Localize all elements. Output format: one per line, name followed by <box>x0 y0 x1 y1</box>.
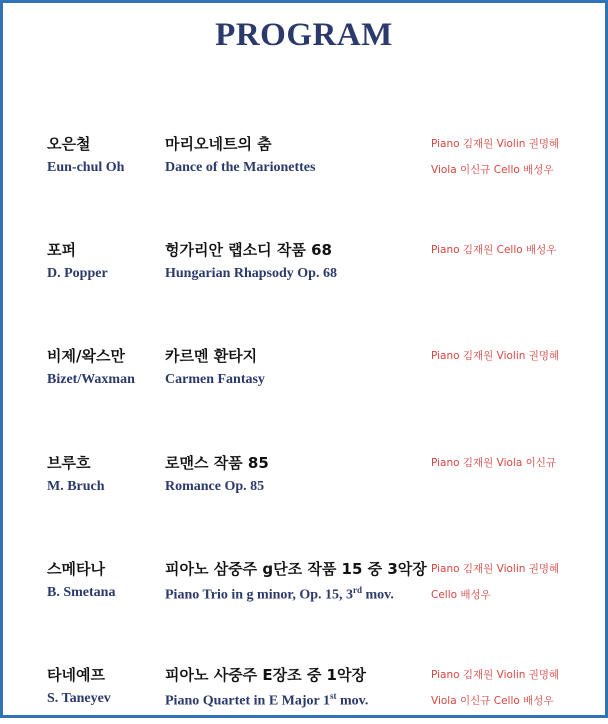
performers-line-1: Piano 김재원 Cello 배성우 <box>431 244 557 256</box>
piece-english <box>165 691 368 710</box>
piece-english-main: Piano Quartet in E Major 1 <box>165 693 331 709</box>
piece-english-tail: mov. <box>336 693 369 709</box>
performers-line-1: Piano 김재원 Viola 이신규 <box>431 457 557 469</box>
performers-line-1: Piano 김재원 Violin 권명혜 <box>431 350 560 362</box>
program-entry-3 <box>3 345 605 405</box>
performers-line-2: Cello 배성우 <box>431 589 491 601</box>
program-entry-1 <box>3 133 605 193</box>
piece-korean: 마리오네트의 춤 <box>165 135 272 153</box>
page-title: PROGRAM <box>215 17 393 53</box>
composer-english: M. Bruch <box>47 479 105 494</box>
composer-english: Bizet/Waxman <box>47 372 135 387</box>
performers-line-2: Viola 이신규 Cello 배성우 <box>431 695 554 707</box>
program-entry-6 <box>3 664 605 724</box>
composer-korean: 스메타나 <box>47 560 105 578</box>
performers-line-1: Piano 김재원 Violin 권명혜 <box>431 669 560 681</box>
piece-english: Hungarian Rhapsody Op. 68 <box>165 266 337 281</box>
ordinal-suffix: st <box>330 691 337 701</box>
performers-line-2: Viola 이신규 Cello 배성우 <box>431 164 554 176</box>
piece-korean: 로맨스 작품 85 <box>165 454 269 472</box>
piece-english: Carmen Fantasy <box>165 372 265 387</box>
composer-english: S. Taneyev <box>47 691 111 706</box>
piece-korean: 카르멘 환타지 <box>165 347 258 365</box>
composer-korean: 타네예프 <box>47 666 105 684</box>
performers-line-1: Piano 김재원 Violin 권명혜 <box>431 563 560 575</box>
ordinal-suffix: rd <box>353 585 362 595</box>
program-entry-4 <box>3 452 605 512</box>
performers-line-1: Piano 김재원 Violin 권명혜 <box>431 138 560 150</box>
composer-english: B. Smetana <box>47 585 116 600</box>
composer-english: Eun-chul Oh <box>47 160 125 175</box>
piece-korean: 피아노 삼중주 g단조 작품 15 중 3악장 <box>165 560 427 578</box>
piece-korean: 헝가리안 랩소디 작품 68 <box>165 241 332 259</box>
piece-english <box>165 585 394 604</box>
composer-korean: 포퍼 <box>47 241 76 259</box>
piece-english-tail: mov. <box>362 587 394 603</box>
program-entry-2 <box>3 239 605 299</box>
program-entry-5 <box>3 558 605 618</box>
composer-korean: 브루흐 <box>47 454 91 472</box>
composer-korean: 오은철 <box>47 135 91 153</box>
composer-english: D. Popper <box>47 266 108 281</box>
piece-english-main: Piano Trio in g minor, Op. 15, 3 <box>165 587 353 603</box>
piece-english: Romance Op. 85 <box>165 479 265 494</box>
piece-english: Dance of the Marionettes <box>165 160 316 175</box>
composer-korean: 비제/왁스만 <box>47 347 125 365</box>
piece-korean: 피아노 사중주 E장조 중 1악장 <box>165 666 366 684</box>
